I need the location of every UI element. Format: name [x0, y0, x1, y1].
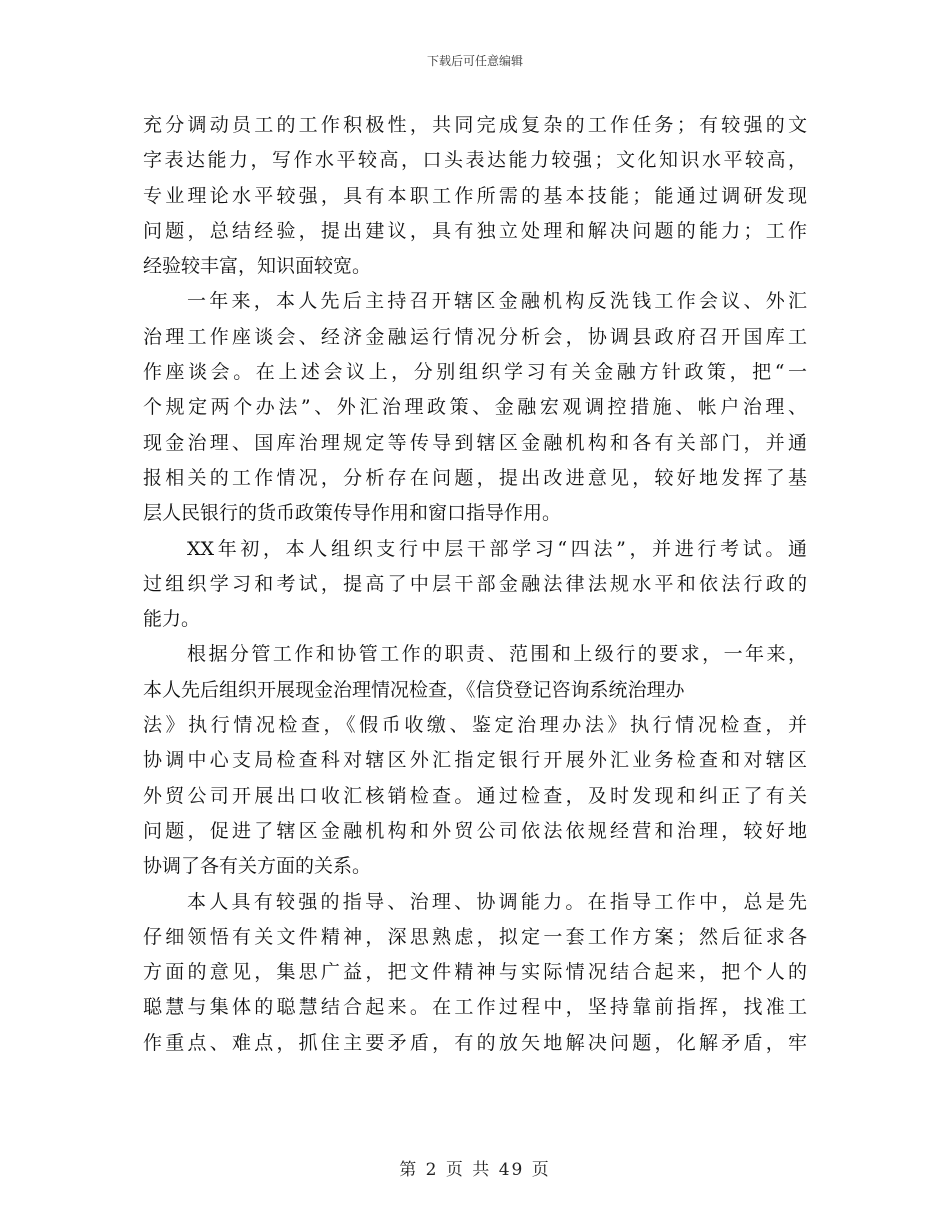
text-line: 过组织学习和考试，提高了中层干部金融法律法规水平和依法行政的: [143, 572, 807, 595]
text-line: 一年来，本人先后主持召开辖区金融机构反洗钱工作会议、外汇: [187, 290, 807, 313]
text-line: 充分调动员工的工作积极性，共同完成复杂的工作任务；有较强的文: [143, 114, 807, 136]
text-line: 协调了各有关方面的关系。: [143, 855, 372, 878]
document-body: [143, 108, 807, 1061]
text-line: 法》执行情况检查，《假币收缴、鉴定治理办法》执行情况检查，并: [143, 714, 807, 737]
text-line: 外贸公司开展出口收汇核销检查。通过检查，及时发现和纠正了有关: [143, 784, 807, 807]
text-line: 问题，总结经验，提出建议，具有独立处理和解决问题的能力；工作: [143, 219, 807, 242]
text-line: 仔细领悟有关文件精神，深思熟虑，拟定一套工作方案；然后征求各: [143, 925, 807, 948]
text-line: 字表达能力，写作水平较高，口头表达能力较强；文化知识水平较高，: [143, 149, 807, 172]
page-header: 下载后可任意编辑: [426, 54, 523, 68]
text-line: 根据分管工作和协管工作的职责、范围和上级行的要求，一年来，: [187, 643, 807, 666]
text-line: 个规定两个办法”、外汇治理政策、金融宏观调控措施、帐户治理、: [143, 396, 807, 419]
page-number-footer: 第 2 页 共 49 页: [399, 1160, 551, 1180]
text-line: 方面的意见，集思广益，把文件精神与实际情况结合起来，把个人的: [143, 961, 807, 984]
text-line: 协调中心支局检查科对辖区外汇指定银行开展外汇业务检查和对辖区: [143, 749, 807, 772]
text-line: 现金治理、国库治理规定等传导到辖区金融机构和各有关部门，并通: [143, 431, 807, 454]
text-line: 问题，促进了辖区金融机构和外贸公司依法依规经营和治理，较好地: [143, 819, 807, 842]
text-line: 治理工作座谈会、经济金融运行情况分析会，协调县政府召开国库工: [143, 325, 807, 348]
text-line: 专业理论水平较强，具有本职工作所需的基本技能；能通过调研发现: [143, 184, 807, 207]
text-line: 本人具有较强的指导、治理、协调能力。在指导工作中，总是先: [187, 890, 807, 913]
text-line: 能力。: [143, 608, 201, 631]
text-line: XX年初，本人组织支行中层干部学习“四法”，并进行考试。通: [187, 537, 807, 560]
text-line: 经验较丰富，知识面较宽。: [143, 255, 372, 278]
text-line: 聪慧与集体的聪慧结合起来。在工作过程中，坚持靠前指挥，找准工: [143, 996, 807, 1019]
text-line: 层人民银行的货币政策传导作用和窗口指导作用。: [143, 502, 562, 525]
text-line: 作重点、难点，抓住主要矛盾，有的放矢地解决问题，化解矛盾，牢: [143, 1031, 807, 1054]
text-line: 本人先后组织开展现金治理情况检查，《信贷登记咨询系统治理办: [143, 678, 685, 701]
text-line: 报相关的工作情况，分析存在问题，提出改进意见，较好地发挥了基: [143, 466, 807, 489]
text-line: 作座谈会。在上述会议上，分别组织学习有关金融方针政策，把“一: [143, 361, 807, 384]
